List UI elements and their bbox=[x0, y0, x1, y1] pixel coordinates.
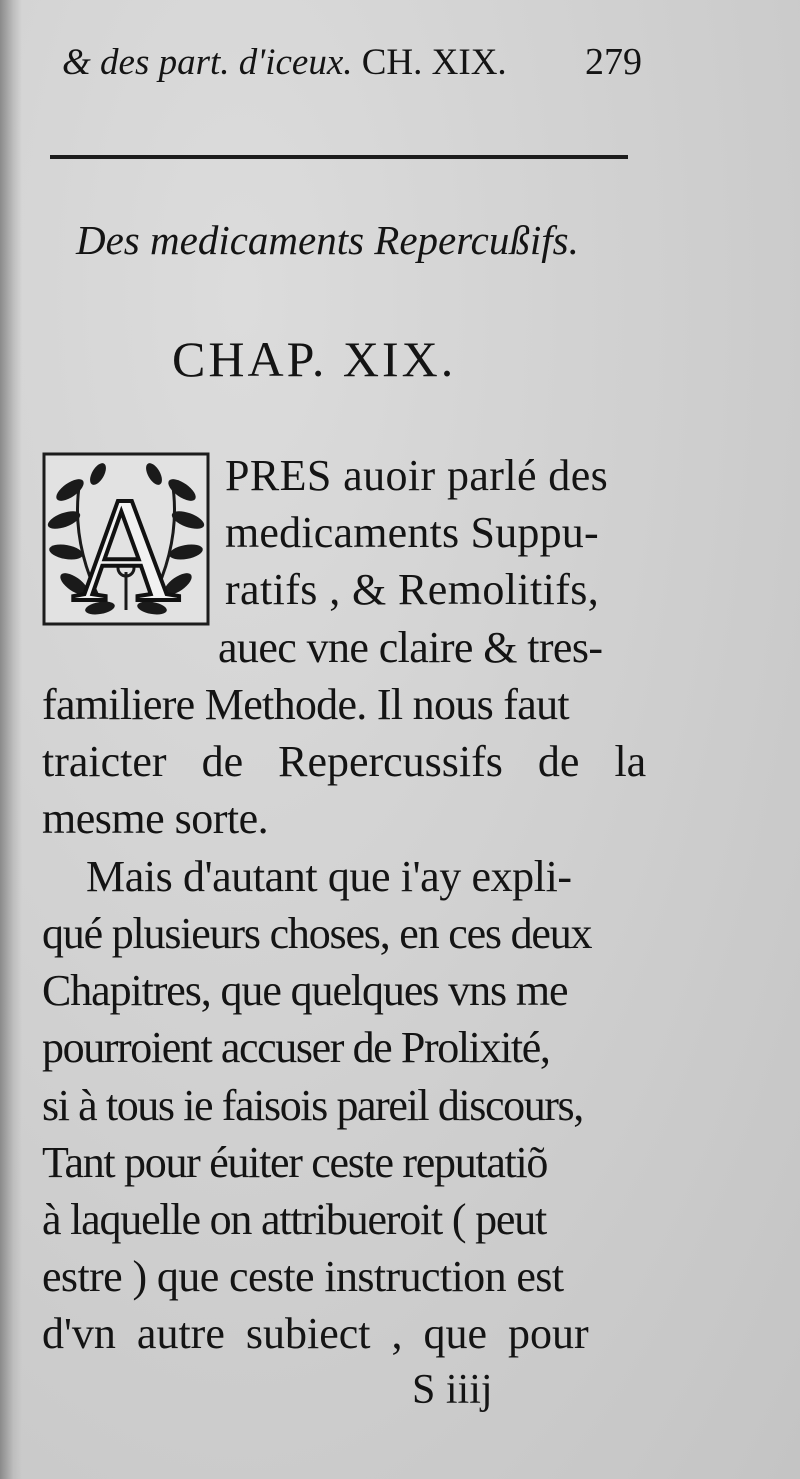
text-line-3: ratifs , & Remolitifs, bbox=[225, 565, 600, 614]
signature-catchword: S iiij bbox=[412, 1367, 493, 1413]
text-line-15: estre ) que ceste instruction est bbox=[42, 1252, 564, 1301]
page-gutter-shadow bbox=[0, 0, 22, 1479]
text-line-13: Tant pour éuiter ceste reputatiõ bbox=[42, 1138, 548, 1187]
running-head bbox=[62, 40, 642, 100]
chapter-subject: Des medicaments Repercußifs. bbox=[76, 217, 579, 263]
text-line-11: pourroient accuser de Prolixité, bbox=[42, 1023, 550, 1072]
running-chapter: CH. XIX. bbox=[361, 42, 507, 83]
running-title-text: & des part. d'iceux. bbox=[62, 42, 353, 83]
running-title bbox=[62, 41, 507, 84]
text-line-16: d'vn autre subiect , que pour bbox=[42, 1309, 589, 1358]
text-line-7: mesme sorte. bbox=[42, 794, 269, 843]
text-line-12: si à tous ie faisois pareil discours, bbox=[42, 1081, 583, 1130]
text-line-4: auec vne claire & tres- bbox=[218, 623, 603, 672]
text-line-6: traicter de Repercussifs de la bbox=[42, 737, 647, 786]
page-number: 279 bbox=[585, 41, 642, 83]
text-line-1: PRES auoir parlé des bbox=[225, 451, 609, 500]
text-line-2: medicaments Suppu- bbox=[225, 508, 599, 557]
text-line-5: familiere Methode. Il nous faut bbox=[42, 680, 569, 729]
text-line-8: Mais d'autant que i'ay expli- bbox=[86, 852, 572, 901]
text-line-14: à laquelle on attribueroit ( peut bbox=[42, 1195, 547, 1244]
chapter-number: CHAP. XIX. bbox=[172, 331, 457, 387]
text-line-10: Chapitres, que quelques vns me bbox=[42, 966, 568, 1015]
header-rule bbox=[50, 155, 628, 159]
initial-letter: A bbox=[71, 467, 181, 628]
decorated-initial-a-icon bbox=[40, 450, 212, 628]
text-line-9: qué plusieurs choses, en ces deux bbox=[42, 909, 592, 958]
